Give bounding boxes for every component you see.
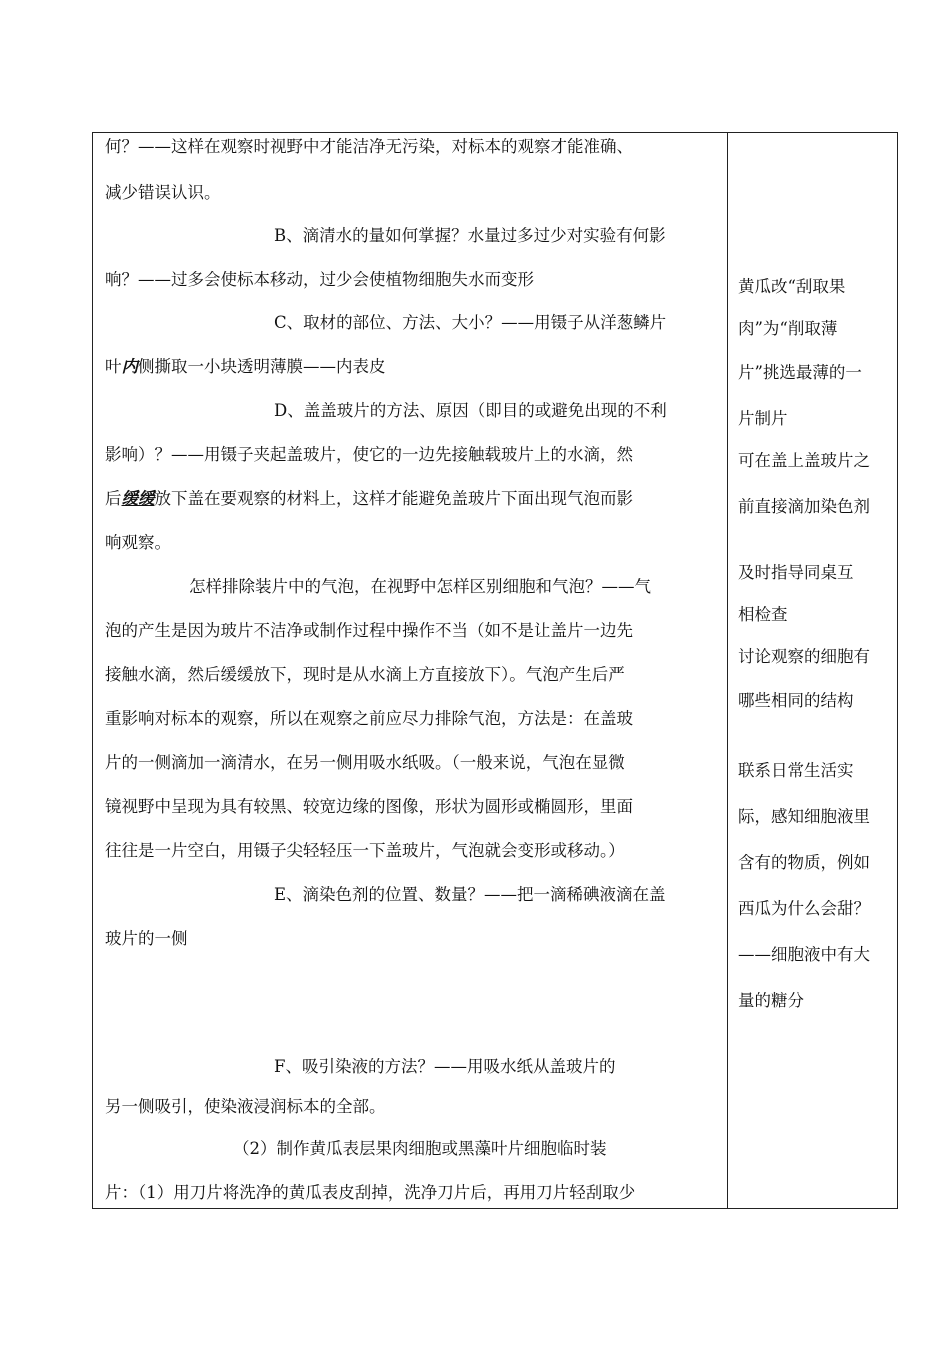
text-line: 玻片的一侧 [105,929,188,948]
teaching-notes-cell [728,133,898,1208]
text-line: 响？——过多会使标本移动，过少会使植物细胞失水而变形 [105,270,534,289]
emphasis-text: 内 [121,357,138,376]
text-run: 放下盖在要观察的材料上，这样才能避免盖玻片下面出现气泡而影 [154,489,633,508]
note-line: 相检查 [738,605,788,624]
note-line: 片”挑选最薄的一 [738,363,862,382]
text-line [105,489,633,509]
text-run: 后 [105,489,122,508]
note-line: 量的糖分 [738,991,804,1010]
text-line: 重影响对标本的观察，所以在观察之前应尽力排除气泡，方法是：在盖玻 [105,709,633,728]
note-line: 联系日常生活实 [738,761,854,780]
text-line: D、盖盖玻片的方法、原因（即目的或避免出现的不利 [274,401,667,420]
note-line: 肉”为“削取薄 [738,319,838,338]
note-line: 含有的物质，例如 [738,853,870,872]
note-line: 前直接滴加染色剂 [738,497,870,516]
text-line: F、吸引染液的方法？——用吸水纸从盖玻片的 [274,1057,616,1076]
text-run: 叶 [105,357,122,376]
text-line: 怎样排除装片中的气泡，在视野中怎样区别细胞和气泡？——气 [189,577,651,596]
text-line: （2）制作黄瓜表层果肉细胞或黑藻叶片细胞临时装 [233,1139,607,1158]
note-line: 哪些相同的结构 [738,691,854,710]
text-line: 减少错误认识。 [105,183,221,202]
text-line: 响观察。 [105,533,171,552]
note-line: 际，感知细胞液里 [738,807,870,826]
text-line: C、取材的部位、方法、大小？——用镊子从洋葱鳞片 [274,313,667,332]
lesson-table [92,132,898,1209]
note-line: 西瓜为什么会甜？ [738,899,870,918]
note-line: ——细胞液中有大 [738,945,870,964]
text-line: 往往是一片空白，用镊子尖轻轻压一下盖玻片，气泡就会变形或移动。） [105,841,625,860]
text-line: 何？——这样在观察时视野中才能洁净无污染，对标本的观察才能准确、 [105,137,633,156]
main-content-cell [93,133,727,1208]
text-line [105,357,386,377]
emphasis-text: 缓缓 [121,489,155,508]
text-line: B、滴清水的量如何掌握？水量过多过少对实验有何影 [274,226,666,245]
text-run: 侧撕取一小块透明薄膜——内表皮 [138,357,386,376]
note-line: 可在盖上盖玻片之 [738,451,870,470]
note-line: 黄瓜改“刮取果 [738,277,846,296]
text-line: 另一侧吸引，使染液浸润标本的全部。 [105,1097,386,1116]
note-line: 片制片 [738,409,788,428]
note-line: 及时指导同桌互 [738,563,854,582]
text-line: 接触水滴，然后缓缓放下，现时是从水滴上方直接放下）。气泡产生后严 [105,665,625,684]
note-line: 讨论观察的细胞有 [738,647,870,666]
text-line: 影响）？——用镊子夹起盖玻片，使它的一边先接触载玻片上的水滴，然 [105,445,633,464]
text-line: 片的一侧滴加一滴清水，在另一侧用吸水纸吸。（一般来说，气泡在显微 [105,753,625,772]
text-line: 片：（1）用刀片将洗净的黄瓜表皮刮掉，洗净刀片后，再用刀片轻刮取少 [105,1183,636,1202]
text-line: 泡的产生是因为玻片不洁净或制作过程中操作不当（如不是让盖片一边先 [105,621,633,640]
text-line: 镜视野中呈现为具有较黑、较宽边缘的图像，形状为圆形或椭圆形，里面 [105,797,633,816]
text-line: E、滴染色剂的位置、数量？——把一滴稀碘液滴在盖 [274,885,666,904]
